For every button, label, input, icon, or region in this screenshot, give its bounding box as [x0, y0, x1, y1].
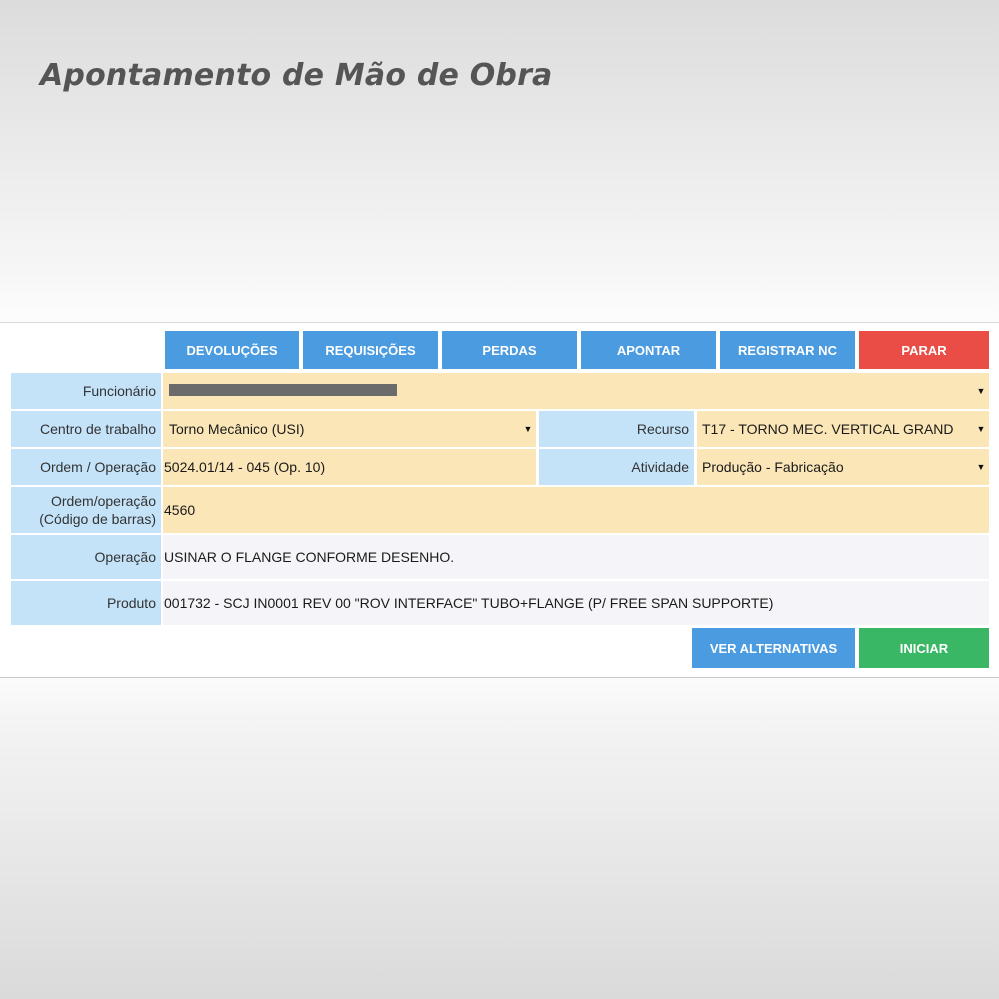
atividade-value: Produção - Fabricação — [702, 459, 844, 475]
registrar-nc-button[interactable]: REGISTRAR NC — [720, 331, 855, 369]
codigo-barras-label — [11, 487, 161, 533]
parar-button[interactable]: PARAR — [859, 331, 989, 369]
codigo-barras-label-line1: Ordem/operação — [50, 493, 156, 509]
funcionario-label: Funcionário — [11, 373, 161, 409]
centro-trabalho-label: Centro de trabalho — [11, 411, 161, 447]
codigo-barras-input[interactable] — [163, 487, 989, 533]
perdas-button[interactable]: PERDAS — [442, 331, 577, 369]
codigo-barras-label-line2: (Código de barras) — [39, 511, 156, 527]
iniciar-button[interactable]: INICIAR — [859, 628, 989, 668]
ordem-operacao-field[interactable] — [163, 449, 536, 485]
atividade-label: Atividade — [539, 449, 694, 485]
centro-trabalho-value: Torno Mecânico (USI) — [169, 421, 305, 437]
codigo-barras-value: 4560 — [164, 502, 196, 518]
form-panel — [0, 322, 999, 678]
dropdown-arrow-icon: ▼ — [976, 386, 986, 396]
dropdown-arrow-icon: ▼ — [976, 424, 986, 434]
dropdown-arrow-icon: ▼ — [523, 424, 533, 434]
funcionario-select[interactable] — [163, 373, 989, 409]
apontar-button[interactable]: APONTAR — [581, 331, 716, 369]
operacao-value: USINAR O FLANGE CONFORME DESENHO. — [163, 535, 989, 579]
redacted-name — [169, 384, 397, 396]
operacao-label: Operação — [11, 535, 161, 579]
page-title: Apontamento de Mão de Obra — [40, 58, 553, 93]
ordem-operacao-value: 5024.01/14 - 045 (Op. 10) — [164, 459, 326, 475]
devolucoes-button[interactable]: DEVOLUÇÕES — [165, 331, 299, 369]
dropdown-arrow-icon: ▼ — [976, 462, 986, 472]
centro-trabalho-select[interactable] — [163, 411, 536, 447]
recurso-select[interactable] — [697, 411, 989, 447]
produto-label: Produto — [11, 581, 161, 625]
requisicoes-button[interactable]: REQUISIÇÕES — [303, 331, 438, 369]
ordem-operacao-label: Ordem / Operação — [11, 449, 161, 485]
funcionario-value — [169, 383, 975, 399]
ver-alternativas-button[interactable]: VER ALTERNATIVAS — [692, 628, 855, 668]
recurso-label: Recurso — [539, 411, 694, 447]
produto-value: 001732 - SCJ IN0001 REV 00 "ROV INTERFACE" TUBO+FLANGE (P/ FREE SPAN SUPPORTE) — [163, 581, 989, 625]
atividade-select[interactable] — [697, 449, 989, 485]
recurso-value: T17 - TORNO MEC. VERTICAL GRAND — [702, 421, 954, 437]
